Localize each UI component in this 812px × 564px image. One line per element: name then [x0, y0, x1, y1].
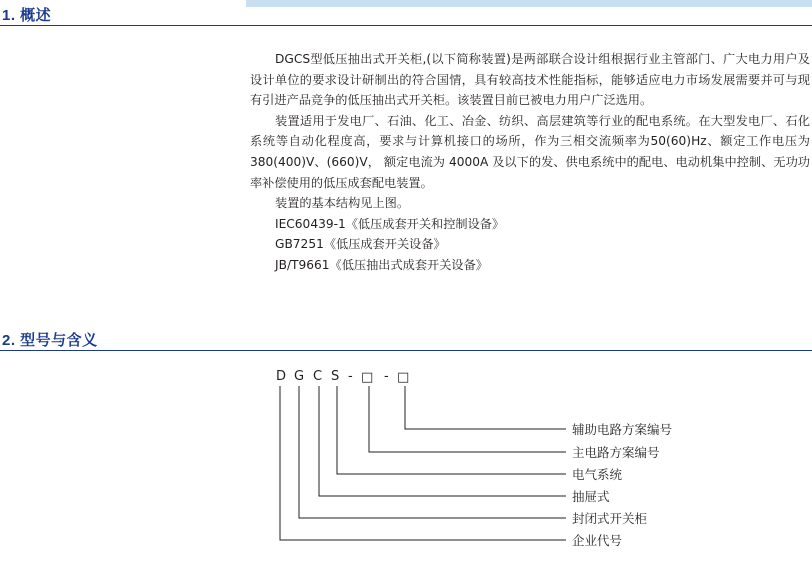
header-color-band [246, 0, 812, 7]
standard-item: JB/T9661《低压抽出式成套开关设备》 [275, 257, 488, 272]
section-2-divider [0, 350, 812, 351]
standard-item: GB7251《低压成套开关设备》 [275, 237, 446, 252]
meaning-drawer: 抽屉式 [572, 489, 610, 504]
section-1-divider [0, 25, 812, 26]
model-box-aux: □ [397, 370, 410, 385]
leader-line-aux-circuit [405, 386, 566, 429]
meaning-enclosed: 封闭式开关柜 [572, 511, 648, 526]
overview-paragraph-3: 装置的基本结构见上图。 [275, 196, 410, 211]
meaning-main-circuit: 主电路方案编号 [572, 445, 660, 460]
model-char-s: S [331, 369, 340, 384]
leader-line-enterprise [280, 386, 566, 540]
model-dash-1: - [348, 369, 353, 384]
model-box-main: □ [361, 370, 374, 385]
overview-paragraph-2: 装置适用于发电厂、石油、化工、冶金、纺织、高层建筑等行业的配电系统。在大型发电厂、石化系统等自动化程度高，要求与计算机接口的场所，作为三相交流频率为50(60)Hz、额定工作电压为 380(400)V、(660)V， 额定电流为 4000A 及以下的发、供电系统中的配电、电动机集中控制、无功功率补偿使用的低压成套配电装置。 [250, 113, 810, 190]
section-1-body [250, 49, 810, 276]
overview-paragraph-1: DGCS型低压抽出式开关柜,(以下简称装置)是两部联合设计组根据行业主管部门、广大电力用户及设计单位的要求设计研制出的符合国情，具有较高技术性能指标，能够适应电力市场发展需要并可与现有引进产品竞争的低压抽出式开关柜。该装置目前已被电力用户广泛选用。 [250, 52, 810, 108]
model-char-d: D [276, 369, 287, 384]
meaning-electrical-system: 电气系统 [572, 467, 623, 482]
meaning-enterprise: 企业代号 [572, 533, 623, 548]
section-2-heading: 2. 型号与含义 [2, 332, 98, 349]
leader-line-drawer [319, 386, 566, 496]
model-char-c: C [313, 369, 323, 384]
leader-line-electrical-system [337, 386, 566, 474]
meaning-aux-circuit: 辅助电路方案编号 [572, 422, 673, 437]
section-1-heading: 1. 概述 [2, 7, 52, 24]
model-char-g: G [294, 369, 305, 384]
standard-item: IEC60439-1《低压成套开关和控制设备》 [275, 216, 505, 231]
model-code-diagram [0, 352, 812, 564]
model-dash-2: - [384, 369, 389, 384]
leader-line-main-circuit [369, 386, 566, 452]
